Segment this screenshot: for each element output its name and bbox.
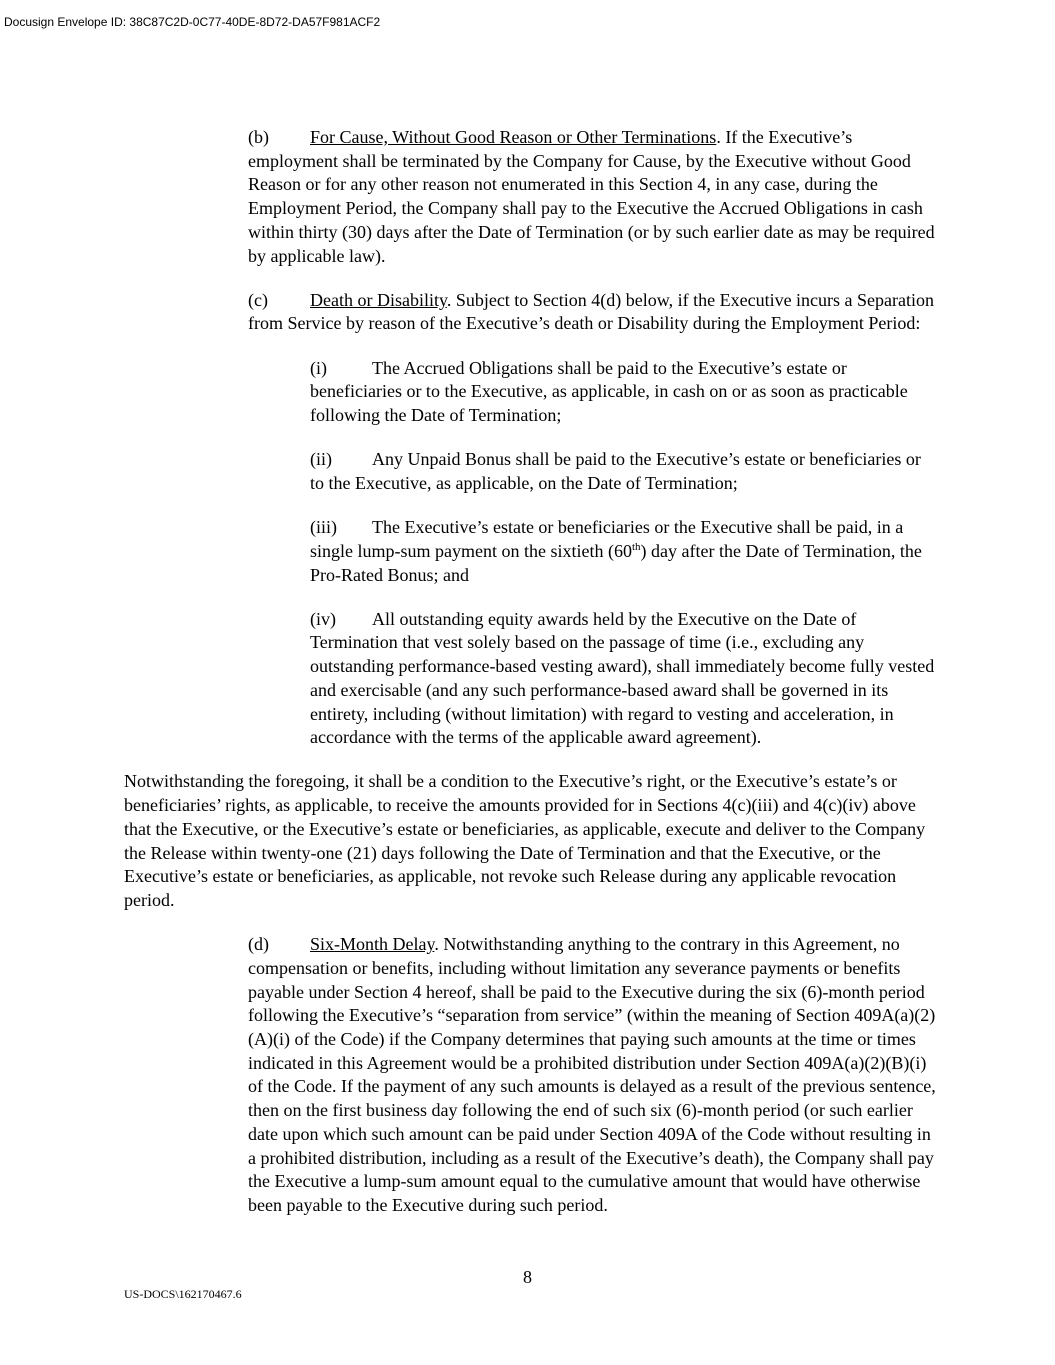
section-d-label: (d) bbox=[248, 934, 269, 955]
section-b bbox=[124, 126, 936, 268]
item-iv-text: All outstanding equity awards held by the Executive on the Date of Termination that vest solely based on the passage of time (i.e., excluding any outstanding performance-based vesting award), shall immediately become fully vested and exercisable (and any such performance-based award shall be governed in its entirety, including (without limitation) with regard to vesting and acceleration, in accordance with the terms of the applicable award agreement). bbox=[310, 608, 935, 748]
item-i-label: (i) bbox=[310, 357, 327, 378]
section-b-heading: For Cause, Without Good Reason or Other Terminations bbox=[310, 127, 717, 147]
item-i-text: The Accrued Obligations shall be paid to the Executive’s estate or beneficiaries or to the Executive, as applicable, in cash on or as soon as practicable following the Date of Termination; bbox=[310, 357, 908, 426]
document-page bbox=[124, 126, 936, 1238]
section-c-heading: Death or Disability bbox=[310, 289, 447, 310]
section-d-body: . Notwithstanding anything to the contrary in this Agreement, no compensation or benefits, including without limitation any severance payments or benefits payable under Section 4 hereof, shall be paid to the Executive during the six (6)-month period following the Executive’s “separation from service” (within the meaning of Section 409A(a)(2)(A)(i) of the Code) if the Company determines that paying such amounts at the time or times indicated in this Agreement would be a prohibited distribution under Section 409A(a)(2)(B)(i) of the Code. If the payment of any such amounts is delayed as a result of the previous sentence, then on the first business day following the end of such six (6)-month period (or such earlier date upon which such amount can be paid under Section 409A of the Code without resulting in a prohibited distribution, including as a result of the Executive’s death), the Company shall pay the Executive a lump-sum amount equal to the cumulative amount that would have otherwise been payable to the Executive during such period. bbox=[248, 934, 936, 1215]
page-number: 8 bbox=[523, 1267, 532, 1287]
section-c-item-iii bbox=[186, 516, 936, 587]
envelope-id: Docusign Envelope ID: 38C87C2D-0C77-40DE-8D72-DA57F981ACF2 bbox=[4, 15, 381, 29]
item-iii-text-after: ) day after the Date of Termination, the Pro-Rated Bonus; and bbox=[310, 540, 922, 585]
notwithstanding-paragraph: Notwithstanding the foregoing, it shall be a condition to the Executive’s right, or the Executive’s estate’s or beneficiaries’ rights, as applicable, to receive the amounts provided for in Sections 4(c)(iii) and 4(c)(iv) above that the Executive, or the Executive’s estate or beneficiaries, as applicable, execute and deliver to the Company the Release within twenty-one (21) days following the Date of Termination and that the Executive, or the Executive’s estate or beneficiaries, as applicable, not revoke such Release during any applicable revocation period. bbox=[124, 771, 926, 910]
section-b-label: (b) bbox=[248, 127, 269, 147]
section-c-item-ii bbox=[186, 448, 936, 495]
section-d-heading: Six-Month Delay bbox=[310, 934, 435, 955]
item-ii-label: (ii) bbox=[310, 449, 332, 470]
item-iii-label: (iii) bbox=[310, 517, 337, 538]
document-id: US-DOCS\162170467.6 bbox=[124, 1287, 242, 1301]
section-c-body: . Subject to Section 4(d) below, if the Executive incurs a Separation from Service by reason of the Executive’s death or Disability during the Employment Period: bbox=[248, 289, 935, 334]
section-b-body: . If the Executive’s employment shall be terminated by the Company for Cause, by the Executive without Good Reason or for any other reason not enumerated in this Section 4, in any case, during the Employment Period, the Company shall pay to the Executive the Accrued Obligations in cash within thirty (30) days after the Date of Termination (or by such earlier date as may be required by applicable law). bbox=[248, 127, 935, 266]
item-iv-label: (iv) bbox=[310, 608, 336, 629]
item-iii-text-before: The Executive’s estate or beneficiaries or the Executive shall be paid, in a single lump-sum payment on the sixtieth (60 bbox=[310, 517, 904, 561]
section-d bbox=[124, 933, 936, 1217]
section-c-label: (c) bbox=[248, 289, 268, 310]
item-iii-superscript: th bbox=[631, 540, 641, 553]
item-ii-text: Any Unpaid Bonus shall be paid to the Executive’s estate or beneficiaries or to the Executive, as applicable, on the Date of Termination; bbox=[310, 449, 921, 493]
section-c bbox=[124, 289, 936, 336]
section-c-item-iv bbox=[186, 608, 936, 750]
section-c-item-i bbox=[186, 357, 936, 428]
